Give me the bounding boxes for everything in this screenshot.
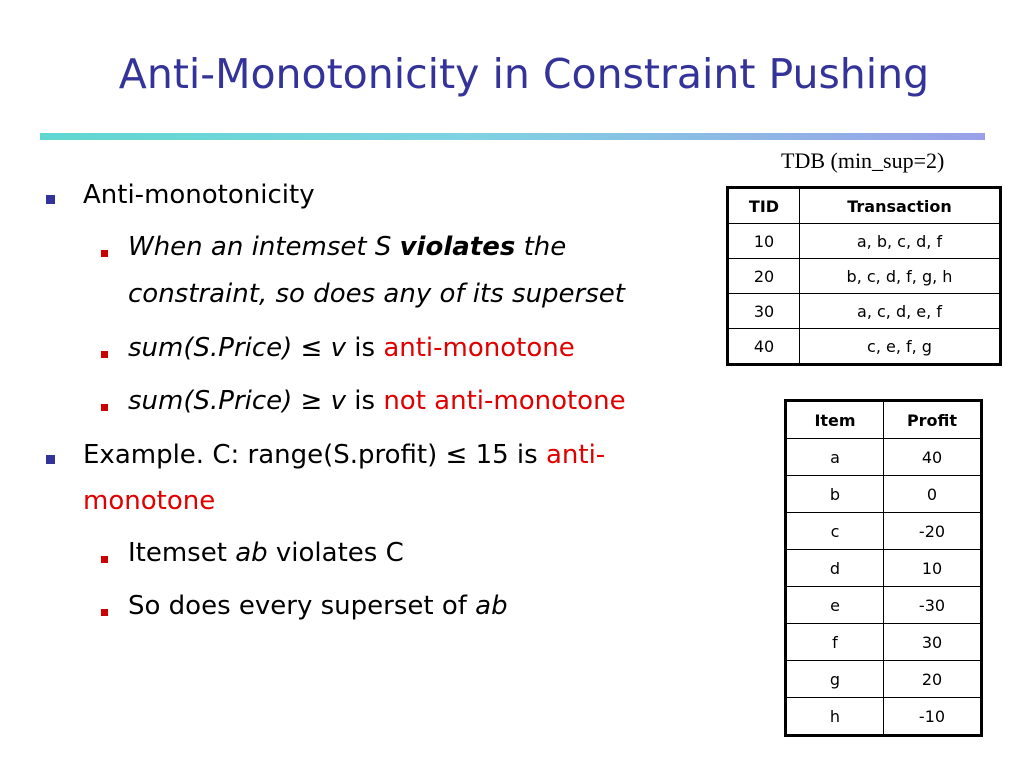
cell-item: a [786, 439, 884, 476]
cell-tid: 10 [728, 224, 800, 259]
sub-bullet-marker [101, 351, 108, 358]
bullet-example: Example. C: range(S.profit) ≤ 15 is anti- [83, 440, 606, 470]
cell-profit: 30 [884, 624, 982, 661]
tdb-caption: TDB (min_sup=2) [781, 148, 945, 173]
transaction-table [726, 186, 1002, 366]
sub-bullet-violates-cont: constraint, so does any of its superset [128, 279, 625, 309]
sub-bullet-sum-ge: sum(S.Price) ≥ v is not anti-monotone [128, 386, 626, 416]
bullet-marker [46, 195, 55, 204]
column-header-tid: TID [728, 188, 800, 224]
column-header-item: Item [786, 401, 884, 439]
table-row [728, 224, 1001, 259]
column-header-transaction: Transaction [800, 188, 1001, 224]
slide-title: Anti-Monotonicity in Constraint Pushing [118, 50, 930, 98]
cell-item: b [786, 476, 884, 513]
sub-bullet-marker [101, 556, 108, 563]
cell-tid: 40 [728, 329, 800, 365]
table-header-row [786, 401, 982, 439]
cell-item: c [786, 513, 884, 550]
sub-bullet-sum-le: sum(S.Price) ≤ v is anti-monotone [128, 333, 575, 363]
table-row [786, 550, 982, 587]
sub-bullet-superset-ab: So does every superset of ab [128, 591, 508, 621]
sub-bullet-marker [101, 404, 108, 411]
cell-transaction: c, e, f, g [800, 329, 1001, 365]
table-row [786, 661, 982, 698]
cell-profit: 10 [884, 550, 982, 587]
bullet-marker [46, 455, 55, 464]
cell-item: d [786, 550, 884, 587]
bullet-anti-monotonicity: Anti-monotonicity [83, 180, 315, 210]
cell-transaction: b, c, d, f, g, h [800, 259, 1001, 294]
sub-bullet-itemset-ab: Itemset ab violates C [128, 538, 404, 568]
table-row [728, 259, 1001, 294]
cell-tid: 20 [728, 259, 800, 294]
profit-table [784, 399, 983, 737]
cell-profit: 0 [884, 476, 982, 513]
sub-bullet-marker [101, 609, 108, 616]
table-row [728, 294, 1001, 329]
cell-item: e [786, 587, 884, 624]
cell-profit: -30 [884, 587, 982, 624]
cell-profit: -20 [884, 513, 982, 550]
table-row [786, 587, 982, 624]
sub-bullet-marker [101, 250, 108, 257]
column-header-profit: Profit [884, 401, 982, 439]
sub-bullet-violates: When an intemset S violates the [128, 232, 567, 262]
bullet-example-cont: monotone [83, 486, 216, 516]
cell-transaction: a, c, d, e, f [800, 294, 1001, 329]
table-row [786, 513, 982, 550]
table-row [728, 329, 1001, 365]
cell-tid: 30 [728, 294, 800, 329]
table-row [786, 439, 982, 476]
cell-profit: 40 [884, 439, 982, 476]
cell-item: h [786, 698, 884, 736]
cell-profit: 20 [884, 661, 982, 698]
table-row [786, 698, 982, 736]
cell-item: f [786, 624, 884, 661]
table-header-row [728, 188, 1001, 224]
table-row [786, 476, 982, 513]
cell-item: g [786, 661, 884, 698]
table-row [786, 624, 982, 661]
cell-profit: -10 [884, 698, 982, 736]
cell-transaction: a, b, c, d, f [800, 224, 1001, 259]
